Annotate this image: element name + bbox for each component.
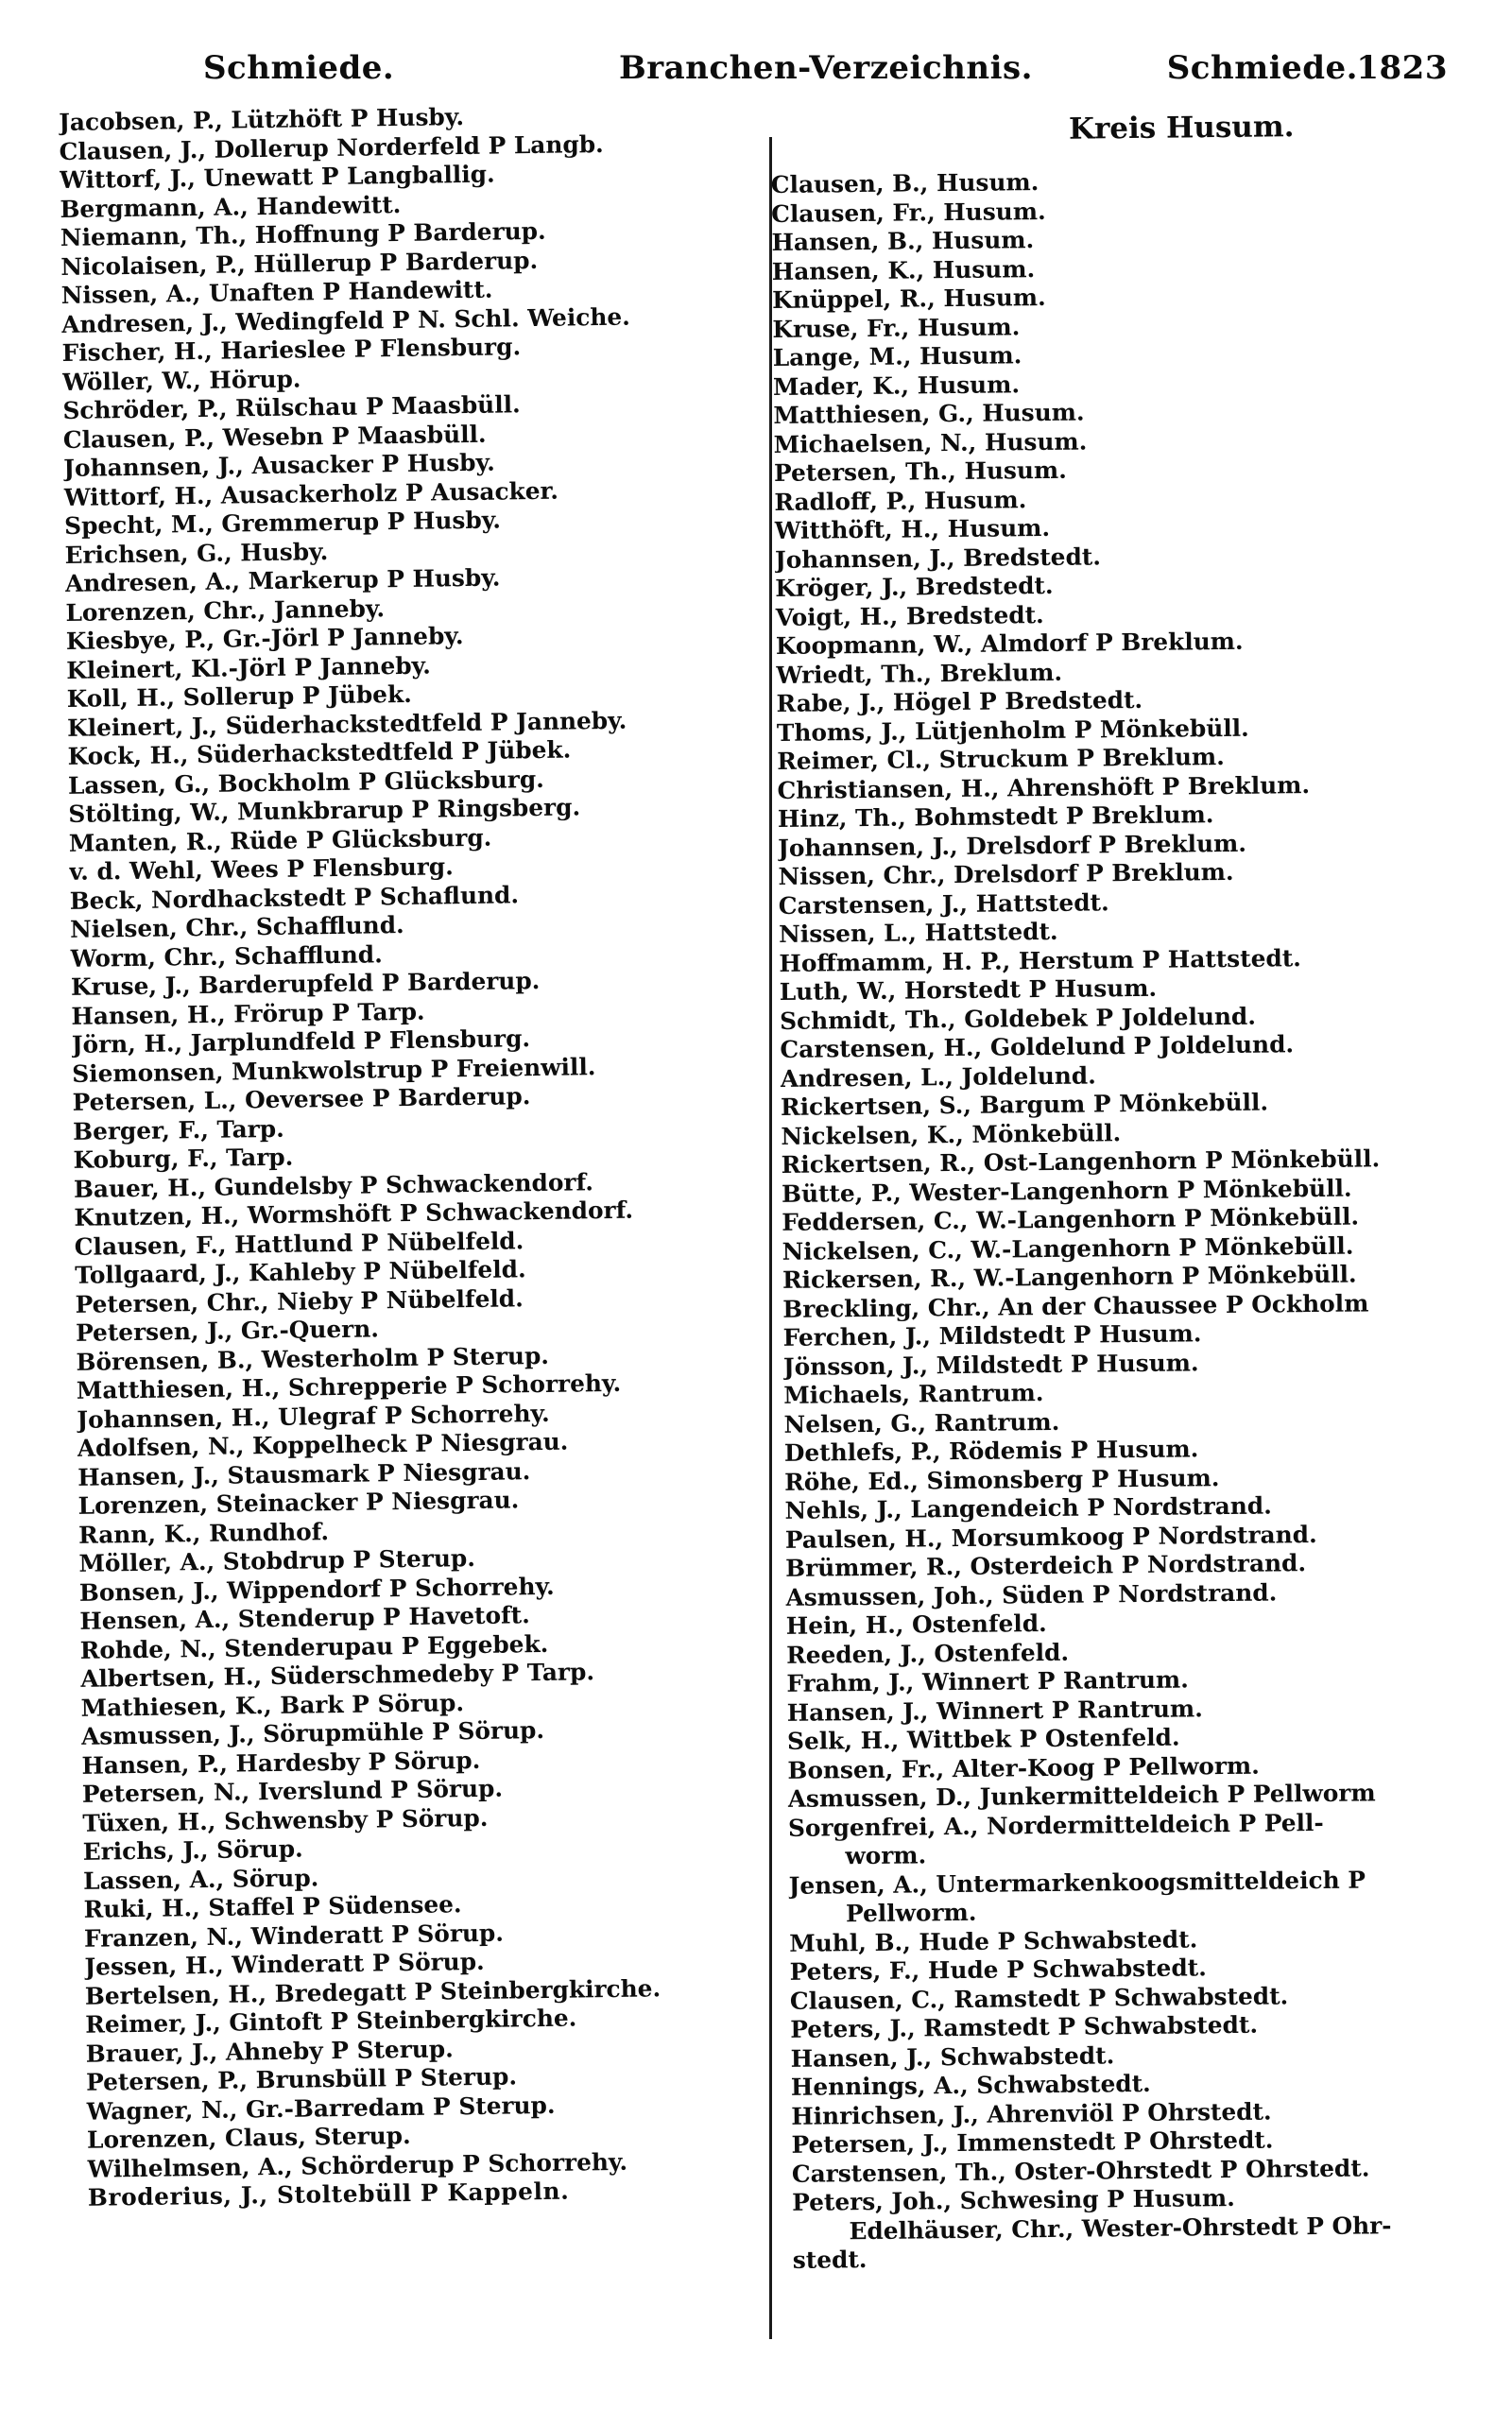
directory-entry: Schröder, P., Rülschau P Maasbüll. — [62, 390, 521, 424]
directory-entry: Hinrichsen, J., Ahrenviöl P Ohrstedt. — [791, 2097, 1272, 2130]
header-section-right: Schmiede. — [1166, 49, 1358, 87]
directory-entry: Nelsen, G., Rantrum. — [783, 1407, 1060, 1438]
directory-entry: Manten, R., Rüde P Glücksburg. — [68, 823, 492, 857]
directory-entry: worm. — [845, 1841, 927, 1870]
directory-entry: Schmidt, Th., Goldebek P Joldelund. — [779, 1002, 1257, 1035]
directory-entry: Michaels, Rantrum. — [783, 1379, 1044, 1409]
directory-entry: Hansen, K., Husum. — [771, 254, 1036, 285]
directory-entry: Petersen, P., Brunsbüll P Sterup. — [85, 2062, 518, 2096]
directory-entry: Hansen, J., Schwabstedt. — [790, 2040, 1115, 2073]
directory-entry: Matthiesen, H., Schrepperie P Schorrehy. — [76, 1368, 622, 1404]
directory-entry: Erichs, J., Sörup. — [82, 1834, 303, 1866]
directory-entry: Lassen, G., Bockholm P Glücksburg. — [67, 765, 545, 800]
directory-entry: Adolfsen, N., Koppelheck P Niesgrau. — [77, 1427, 569, 1462]
directory-entry: stedt. — [792, 2246, 868, 2274]
directory-entry: Andresen, L., Joldelund. — [780, 1060, 1096, 1093]
header-section-left: Schmiede. — [203, 49, 395, 87]
directory-entry: Johannsen, J., Ausacker P Husby. — [63, 448, 495, 482]
directory-entry: Petersen, L., Oeversee P Barderup. — [72, 1082, 531, 1116]
directory-entry: Hensen, A., Stenderup P Havetoft. — [79, 1601, 530, 1635]
directory-entry: Rabe, J., Högel P Bredstedt. — [776, 685, 1143, 717]
directory-entry: Clausen, F., Hattlund P Nübelfeld. — [74, 1226, 524, 1261]
directory-entry: Johannsen, J., Bredstedt. — [774, 542, 1102, 574]
directory-entry: Jensen, A., Untermarkenkoogsmitteldeich P — [788, 1866, 1366, 1900]
column-divider — [769, 137, 772, 2339]
directory-entry: Franzen, N., Winderatt P Sörup. — [83, 1919, 505, 1953]
directory-entry: Petersen, J., Immenstedt P Ohrstedt. — [791, 2126, 1274, 2159]
directory-entry: Specht, M., Gremmerup P Husby. — [63, 506, 502, 540]
directory-entry: Michaelsen, N., Husum. — [773, 427, 1088, 458]
directory-entry: Selk, H., Wittbek P Ostenfeld. — [786, 1723, 1180, 1755]
directory-entry: Wagner, N., Gr.-Barredam P Sterup. — [86, 2091, 556, 2126]
directory-entry: Koll, H., Sollerup P Jübek. — [66, 680, 412, 713]
directory-entry: Clausen, P., Wesebn P Maasbüll. — [62, 420, 487, 454]
directory-entry: Kleinert, J., Süderhackstedtfeld P Janneby. — [66, 706, 627, 742]
directory-entry: Brauer, J., Ahneby P Sterup. — [85, 2034, 454, 2068]
directory-entry: Lassen, A., Sörup. — [82, 1863, 319, 1895]
directory-entry: Thoms, J., Lütjenholm P Mönkebüll. — [776, 714, 1249, 747]
directory-entry: Petersen, Chr., Nieby P Nübelfeld. — [75, 1283, 524, 1318]
directory-entry: Lorenzen, Steinacker P Niesgrau. — [77, 1486, 520, 1520]
directory-entry: Pellworm. — [845, 1898, 977, 1928]
directory-entry: Niemann, Th., Hoffnung P Barderup. — [60, 216, 546, 251]
directory-entry: Möller, A., Stobdrup P Sterup. — [78, 1543, 476, 1577]
directory-entry: Rickersen, R., W.-Langenhorn P Mönkebüll. — [782, 1260, 1357, 1294]
directory-entry: Hansen, H., Frörup P Tarp. — [71, 997, 425, 1030]
directory-entry: Reimer, Cl., Struckum P Breklum. — [777, 743, 1225, 775]
directory-entry: Stölting, W., Munkbrarup P Ringsberg. — [68, 793, 581, 828]
directory-entry: Asmussen, Joh., Süden P Nordstrand. — [785, 1577, 1278, 1611]
directory-entry: Hansen, P., Hardesby P Sörup. — [81, 1746, 481, 1780]
directory-entry: Reeden, J., Ostenfeld. — [785, 1638, 1070, 1669]
directory-entry: Rohde, N., Stenderupau P Eggebek. — [79, 1629, 549, 1664]
directory-entry: Siemonsen, Munkwolstrup P Freienwill. — [72, 1052, 596, 1088]
directory-entry: Hansen, J., Winnert P Rantrum. — [786, 1694, 1203, 1727]
directory-entry: v. d. Wehl, Wees P Flensburg. — [69, 852, 454, 886]
directory-entry: Jacobsen, P., Lützhöft P Husby. — [59, 103, 465, 136]
directory-entry: Koburg, F., Tarp. — [73, 1143, 294, 1174]
directory-entry: Broderius, J., Stoltebüll P Kappeln. — [87, 2177, 570, 2212]
directory-entry: Petersen, Th., Husum. — [773, 456, 1067, 487]
directory-entry: Nickelsen, K., Mönkebüll. — [781, 1118, 1122, 1150]
directory-entry: Knutzen, H., Wormshöft P Schwackendorf. — [74, 1196, 634, 1231]
directory-entry: Clausen, Fr., Husum. — [771, 197, 1046, 228]
directory-entry: Mathiesen, K., Bark P Sörup. — [80, 1688, 465, 1722]
directory-entry: Andresen, A., Markerup P Husby. — [64, 563, 501, 597]
directory-entry: Hoffmamm, H. P., Herstum P Hattstedt. — [779, 943, 1301, 977]
directory-entry: Andresen, J., Wedingfeld P N. Schl. Weiche. — [60, 302, 630, 338]
directory-entry: Berger, F., Tarp. — [72, 1114, 284, 1145]
directory-entry: Petersen, J., Gr.-Quern. — [75, 1315, 380, 1347]
directory-entry: Hansen, J., Stausmark P Niesgrau. — [77, 1456, 531, 1491]
directory-entry: Bütte, P., Wester-Langenhorn P Mönkebüll. — [781, 1174, 1352, 1208]
directory-entry: Röhe, Ed., Simonsberg P Husum. — [784, 1463, 1220, 1496]
page-number: 1823 — [1356, 49, 1448, 87]
directory-entry: Wittorf, J., Unewatt P Langballig. — [59, 160, 495, 194]
directory-entry: Lorenzen, Claus, Sterup. — [86, 2122, 411, 2154]
directory-entry: Clausen, J., Dollerup Norderfeld P Langb. — [59, 129, 604, 165]
directory-entry: Petersen, N., Iverslund P Sörup. — [81, 1774, 504, 1808]
directory-entry: Peters, Joh., Schwesing P Husum. — [792, 2183, 1235, 2216]
directory-entry: Albertsen, H., Süderschmedeby P Tarp. — [79, 1658, 595, 1693]
directory-entry: Bauer, H., Gundelsby P Schwackendorf. — [73, 1167, 594, 1203]
directory-entry: Brümmer, R., Osterdeich P Nordstrand. — [785, 1549, 1307, 1582]
directory-entry: Edelhäuser, Chr., Wester-Ohrstedt P Ohr- — [849, 2211, 1392, 2245]
directory-entry: Reimer, J., Gintoft P Steinbergkirche. — [85, 2004, 577, 2039]
district-heading: Kreis Husum. — [1068, 110, 1295, 146]
directory-entry: Matthiesen, G., Husum. — [773, 398, 1085, 429]
directory-entry: Jönsson, J., Mildstedt P Husum. — [782, 1348, 1199, 1381]
directory-entry: Ruki, H., Staffel P Südensee. — [83, 1890, 462, 1923]
directory-entry: Asmussen, J., Sörupmühle P Sörup. — [80, 1715, 545, 1750]
directory-entry: Worm, Chr., Schafflund. — [70, 939, 383, 973]
directory-entry: Voigt, H., Bredstedt. — [775, 600, 1044, 631]
directory-entry: Kruse, Fr., Husum. — [772, 312, 1021, 343]
directory-entry: Kleinert, Kl.-Jörl P Janneby. — [66, 651, 431, 684]
directory-entry: Nehls, J., Langendeich P Nordstrand. — [784, 1491, 1272, 1524]
directory-entry: Rickertsen, S., Bargum P Mönkebüll. — [780, 1088, 1269, 1121]
directory-entry: Börensen, B., Westerholm P Sterup. — [76, 1341, 550, 1376]
directory-entry: Wittorf, H., Ausackerholz P Ausacker. — [63, 476, 559, 511]
directory-entry: Wöller, W., Hörup. — [61, 364, 301, 396]
directory-entry: Bertelsen, H., Bredegatt P Steinbergkirche. — [84, 1973, 662, 2010]
directory-entry: Nissen, Chr., Drelsdorf P Breklum. — [778, 857, 1234, 890]
directory-entry: Nissen, L., Hattstedt. — [778, 917, 1058, 948]
directory-entry: Nissen, A., Unaften P Handewitt. — [60, 275, 493, 309]
directory-entry: Radloff, P., Husum. — [774, 485, 1027, 516]
directory-entry: Hein, H., Ostenfeld. — [785, 1609, 1047, 1640]
directory-entry: Asmussen, D., Junkermitteldeich P Pellworm — [787, 1779, 1376, 1813]
directory-entry: Nickelsen, C., W.-Langenhorn P Mönkebüll. — [782, 1231, 1354, 1265]
directory-entry: Muhl, B., Hude P Schwabstedt. — [789, 1924, 1198, 1957]
directory-entry: Sorgenfrei, A., Nordermitteldeich P Pell- — [787, 1808, 1324, 1842]
directory-entry: Carstensen, Th., Oster-Ohrstedt P Ohrstedt. — [791, 2153, 1370, 2188]
directory-entry: Paulsen, H., Morsumkoog P Nordstrand. — [784, 1520, 1317, 1554]
directory-entry: Carstensen, H., Goldelund P Joldelund. — [780, 1030, 1295, 1063]
directory-entry: Tollgaard, J., Kahleby P Nübelfeld. — [75, 1255, 526, 1289]
directory-entry: Witthöft, H., Husum. — [774, 513, 1051, 544]
directory-entry: Kruse, J., Barderupfeld P Barderup. — [70, 966, 541, 1001]
directory-entry: Christiansen, H., Ahrenshöft P Breklum. — [777, 770, 1311, 804]
directory-entry: Hennings, A., Schwabstedt. — [790, 2069, 1151, 2101]
directory-entry: Peters, F., Hude P Schwabstedt. — [789, 1954, 1207, 1986]
directory-entry: Kiesbye, P., Gr.-Jörl P Janneby. — [65, 622, 464, 655]
directory-entry: Jessen, H., Winderatt P Sörup. — [84, 1947, 485, 1981]
directory-entry: Carstensen, J., Hattstedt. — [778, 887, 1109, 920]
directory-entry: Clausen, B., Husum. — [770, 168, 1040, 198]
directory-entry: Rickertsen, R., Ost-Langenhorn P Mönkebüll. — [781, 1145, 1381, 1179]
directory-entry: Hinz, Th., Bohmstedt P Breklum. — [777, 800, 1214, 833]
directory-entry: Jörn, H., Jarplundfeld P Flensburg. — [71, 1024, 531, 1059]
directory-entry: Clausen, C., Ramstedt P Schwabstedt. — [789, 1981, 1289, 2015]
directory-entry: Erichsen, G., Husby. — [64, 537, 329, 569]
directory-entry: Frahm, J., Winnert P Rantrum. — [786, 1665, 1189, 1697]
directory-entry: Luth, W., Horstedt P Husum. — [779, 973, 1158, 1006]
left-column-list — [59, 99, 792, 2213]
directory-entry: Wriedt, Th., Breklum. — [776, 658, 1063, 689]
right-column-list — [770, 101, 1483, 2275]
directory-entry: Kock, H., Süderhackstedtfeld P Jübek. — [67, 735, 572, 770]
directory-entry: Koopmann, W., Almdorf P Breklum. — [775, 627, 1244, 660]
directory-entry: Bonsen, J., Wippendorf P Schorrehy. — [78, 1572, 555, 1607]
directory-entry: Fischer, H., Harieslee P Flensburg. — [61, 333, 522, 367]
directory-entry: Lange, M., Husum. — [772, 341, 1022, 371]
directory-entry: Tüxen, H., Schwensby P Sörup. — [82, 1803, 489, 1837]
directory-entry: Breckling, Chr., An der Chaussee P Ockholm — [782, 1288, 1369, 1323]
directory-entry: Feddersen, C., W.-Langenhorn P Mönkebüll. — [782, 1202, 1360, 1236]
directory-entry: Lorenzen, Chr., Janneby. — [65, 594, 386, 627]
directory-entry: Dethlefs, P., Rödemis P Husum. — [783, 1435, 1199, 1467]
directory-entry: Hansen, B., Husum. — [771, 226, 1035, 256]
directory-entry: Johannsen, H., Ulegraf P Schorrehy. — [77, 1399, 550, 1434]
directory-entry: Nielsen, Chr., Schafflund. — [69, 910, 404, 943]
directory-entry: Ferchen, J., Mildstedt P Husum. — [782, 1319, 1202, 1351]
header-title: Branchen-Verzeichnis. — [619, 49, 1034, 87]
directory-entry: Beck, Nordhackstedt P Schaflund. — [69, 880, 520, 915]
directory-entry: Bonsen, Fr., Alter-Koog P Pellworm. — [787, 1751, 1260, 1784]
directory-entry: Rann, K., Rundhof. — [77, 1517, 330, 1549]
directory-entry: Knüppel, R., Husum. — [771, 283, 1046, 314]
directory-entry: Nicolaisen, P., Hüllerup P Barderup. — [60, 246, 539, 281]
page-header — [203, 49, 1448, 106]
directory-entry: Kröger, J., Bredstedt. — [775, 571, 1054, 602]
directory-entry: Peters, J., Ramstedt P Schwabstedt. — [790, 2010, 1259, 2043]
directory-entry: Bergmann, A., Handewitt. — [60, 190, 402, 223]
directory-entry: Mader, K., Husum. — [772, 370, 1021, 401]
directory-entry: Johannsen, J., Drelsdorf P Breklum. — [778, 829, 1247, 862]
directory-entry: Wilhelmsen, A., Schörderup P Schorrehy. — [87, 2147, 628, 2183]
